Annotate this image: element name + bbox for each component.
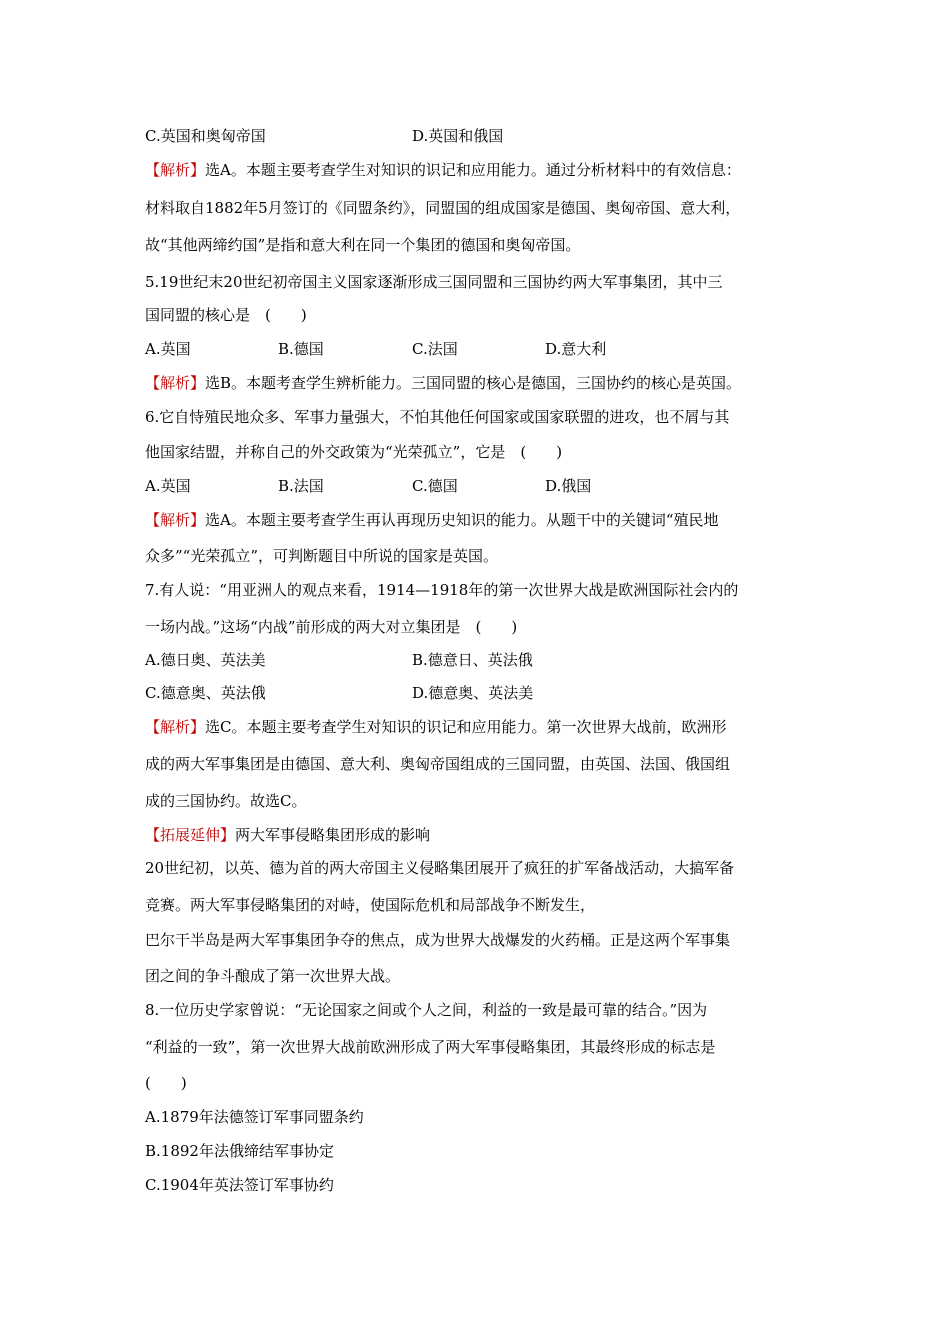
- a7-line-3: 成的三国协约。故选C。: [145, 792, 307, 810]
- q4-option-c: C.英国和奥匈帝国: [145, 127, 266, 145]
- extension-tag: 【拓展延伸】: [145, 826, 236, 844]
- analysis-tag: 【解析】: [145, 718, 206, 736]
- q5-option-d: D.意大利: [545, 340, 607, 358]
- a5-text: 选B。本题考查学生辨析能力。三国同盟的核心是德国，三国协约的核心是英国。: [205, 374, 742, 392]
- q5-option-a: A.英国: [145, 340, 191, 358]
- q6-line-1: 6.它自恃殖民地众多、军事力量强大，不怕其他任何国家或国家联盟的进攻，也不屑与其: [145, 408, 730, 426]
- a7-line-1: [145, 717, 825, 737]
- extension-line-2: 竞赛。两大军事侵略集团的对峙，使国际危机和局部战争不断发生，: [145, 896, 596, 914]
- q7-option-c: C.德意奥、英法俄: [145, 684, 266, 702]
- q8-option-b: B.1892年法俄缔结军事协定: [145, 1142, 334, 1160]
- q7-option-b: B.德意日、英法俄: [412, 651, 533, 669]
- extension-line-4: 团之间的争斗酿成了第一次世界大战。: [145, 967, 401, 985]
- extension-title: 两大军事侵略集团形成的影响: [235, 826, 431, 844]
- q8-line-1: 8.一位历史学家曾说：“无论国家之间或个人之间，利益的一致是最可靠的结合。”因为: [145, 1001, 708, 1019]
- analysis-tag: 【解析】: [145, 374, 206, 392]
- a4-line-1: [145, 160, 825, 180]
- q7-line-1: 7.有人说：“用亚洲人的观点来看，1914—1918年的第一次世界大战是欧洲国际社会内的: [145, 581, 739, 599]
- extension-line-3: 巴尔干半岛是两大军事集团争夺的焦点，成为世界大战爆发的火药桶。正是这两个军事集: [145, 931, 731, 949]
- q8-line-2: “利益的一致”，第一次世界大战前欧洲形成了两大军事侵略集团，其最终形成的标志是: [145, 1038, 716, 1056]
- q5-option-b: B.德国: [278, 340, 324, 358]
- a4-text-1: 选A。本题主要考查学生对知识的识记和应用能力。通过分析材料中的有效信息：: [205, 161, 741, 179]
- q5-line-1: 5.19世纪末20世纪初帝国主义国家逐渐形成三国同盟和三国协约两大军事集团，其中三: [145, 273, 723, 291]
- analysis-tag: 【解析】: [145, 161, 206, 179]
- q7-line-2: 一场内战。”这场“内战”前形成的两大对立集团是 ( ): [145, 618, 518, 636]
- q8-option-c: C.1904年英法签订军事协约: [145, 1176, 334, 1194]
- q5-option-c: C.法国: [412, 340, 458, 358]
- a6-line-1: [145, 510, 825, 530]
- q8-line-3: ( ): [145, 1074, 187, 1092]
- q8-option-a: A.1879年法德签订军事同盟条约: [145, 1108, 364, 1126]
- q6-option-c: C.德国: [412, 477, 458, 495]
- a6-line-2: 众多”“光荣孤立”，可判断题目中所说的国家是英国。: [145, 547, 499, 565]
- q6-option-b: B.法国: [278, 477, 324, 495]
- analysis-tag: 【解析】: [145, 511, 206, 529]
- extension-line-1: 20世纪初，以英、德为首的两大帝国主义侵略集团展开了疯狂的扩军备战活动，大搞军备: [145, 859, 735, 877]
- a7-line-2: 成的两大军事集团是由德国、意大利、奥匈帝国组成的三国同盟，由英国、法国、俄国组: [145, 755, 731, 773]
- a5-line: [145, 373, 825, 393]
- a7-text-1: 选C。本题主要考查学生对知识的识记和应用能力。第一次世界大战前，欧洲形: [205, 718, 727, 736]
- a4-line-3: 故“其他两缔约国”是指和意大利在同一个集团的德国和奥匈帝国。: [145, 236, 581, 254]
- q7-option-a: A.德日奥、英法美: [145, 651, 266, 669]
- q4-option-d: D.英国和俄国: [412, 127, 504, 145]
- q6-option-d: D.俄国: [545, 477, 592, 495]
- q6-option-a: A.英国: [145, 477, 191, 495]
- q5-line-2: 国同盟的核心是 ( ): [145, 306, 307, 324]
- q6-line-2: 他国家结盟，并称自己的外交政策为“光荣孤立”，它是 ( ): [145, 443, 563, 461]
- q7-option-d: D.德意奥、英法美: [412, 684, 534, 702]
- extension-heading: [145, 825, 825, 845]
- a6-text-1: 选A。本题主要考查学生再认再现历史知识的能力。从题干中的关键词“殖民地: [205, 511, 719, 529]
- a4-line-2: 材料取自1882年5月签订的《同盟条约》，同盟国的组成国家是德国、奥匈帝国、意大利，: [145, 199, 741, 217]
